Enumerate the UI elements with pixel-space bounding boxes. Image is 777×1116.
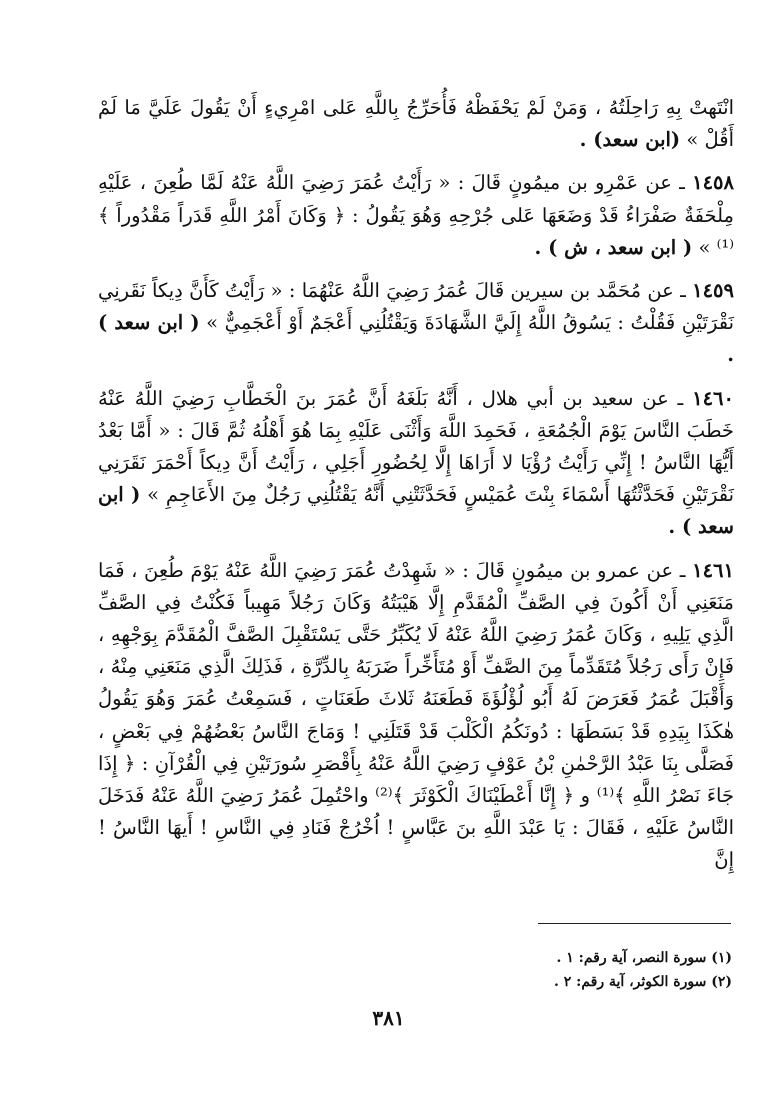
hadith-1459	[98, 275, 734, 372]
page-number: ٣٨١	[372, 1006, 405, 1030]
footnote-2: (٢) سورة الكوثر، آية رقم: ٢ .	[554, 974, 732, 990]
source-citation: ( ابن سعد ، ش ) .	[534, 235, 693, 259]
paragraph-text: ـ عن عَمْرِو بن ميمُونٍ قَالَ : « رَأَيْتُ عُمَرَ رَضِيَ اللَّهُ عَنْهُ لَمَّا طُعِنَ ، عَلَيْهِ مِلْحَفَةٌ صَفْرَاءُ قَدْ وَضَعَهَا عَلى جُرْحِهِ وَهُوَ يَقُولُ : ﴿ وَكَانَ أَمْرُ اللَّهِ قَدَراً مَقْدُوراً ﴾⁽¹⁾ »	[98, 171, 734, 259]
footnote-1: (١) سورة النصر، آية رقم: ١ .	[556, 950, 732, 966]
hadith-number: ١٤٦٠	[692, 386, 734, 410]
footnote-divider	[538, 923, 731, 924]
hadith-number: ١٤٥٩	[692, 279, 735, 303]
paragraph-text: ـ عن عمرو بن ميمُونٍ قَالَ : « شَهِدْتُ عُمَرَ رَضِيَ اللَّهُ عَنْهُ يَوْمَ طُعِنَ ، فَمَا مَنَعَنِي أَنْ أَكُونَ فِي الصَّفِّ الْمُقَدَّمِ إِلَّا هَيْبَتُهُ وَكَانَ رَجُلاً مَهِيباً فَكُنْتُ فِي الصَّفِّ الَّذِي يَلِيهِ ، وَكَانَ عُمَرُ رَضِيَ اللَّهُ عَنْهُ لَا يُكَبِّرُ حَتَّى يَسْتَقْبِلَ الصَّفَّ الْمُقَدَّمَ بِوَجْهِهِ ، فَإِنْ رَأَى رَجُلاً مُتَقَدِّماً مِنَ الصَّفِّ أَوْ مُتَأَخِّراً ضَرَبَهُ بِالدِّرَّةِ ، فَذَلِكَ الَّذِي مَنَعَنِي مِنْهُ ، وَأَقْبَلَ عُمَرُ فَعَرَضَ لَهُ أَبُو لُؤْلُؤَةَ فَطَعَنَهُ ثَلاثَ طَعَنَاتٍ ، فَسَمِعْتُ عُمَرَ وَهُوَ يَقُولُ هٰكَذَا بِيَدِهِ قَدْ بَسَطَهَا : دُونَكُمُ الْكَلْبَ قَدْ قَتَلَنِي ! وَمَاجَ النَّاسُ بَعْضُهُمْ فِي بَعْضٍ ، فَصَلَّى بِنَا عَبْدُ الرَّحْمٰنِ بْنُ عَوْفٍ رَضِيَ اللَّهُ عَنْهُ بِأَقْصَرِ سُورَتَيْنِ فِي الْقُرْآنِ : ﴿ إِذَا جَاءَ نَصْرُ اللَّهِ ﴾⁽¹⁾ و ﴿ إِنَّا أَعْطَيْنَاكَ الْكَوْثَرَ ﴾⁽²⁾ واحْتُمِلَ عُمَرُ رَضِيَ اللَّهُ عَنْهُ فَدَخَلَ النَّاسُ عَلَيْهِ ، فَقَالَ : يَا عَبْدَ اللَّهِ بنَ عَبَّاسٍ ! اُخْرُجْ فَنَادِ فِي النَّاسِ ! أَيهَا النَّاسُ ! إِنَّ	[98, 558, 734, 872]
source-citation: ( ابن سعد ) .	[98, 483, 734, 539]
paragraph-text: انْتَهتْ بِهِ رَاحِلَتُهُ ، وَمَنْ لَمْ يَحْفَظْهُ فَأُحَرِّجُ بِاللَّهِ عَلى امْرِيءٍ أَنْ يَقُولَ عَلَيَّ مَا لَمْ أَقُلْ »	[98, 96, 734, 152]
source-citation: ( ابن سعد ) .	[98, 311, 734, 367]
hadith-1461	[98, 555, 734, 877]
paragraph-text: ـ عن سعيد بن أبي هلال ، أَنَّهُ بَلَغَهُ أَنَّ عُمَرَ بنَ الْخَطَّابِ رَضِيَ اللَّهُ عَنْهُ خَطَبَ النَّاسَ يَوْمَ الْجُمُعَةِ ، فَحَمِدَ اللَّهَ وَأَثْنَى عَلَيْهِ بِمَا هُوَ أَهْلُهُ ثُمَّ قَالَ : « أَمَّا بَعْدُ أَيُّهَا النَّاسُ ! إِنِّي رَأَيْتُ رُؤْيَا لا أَرَاهَا إِلَّا لِحُضُورِ أَجَلِي ، رَأَيْتُ أَنَّ دِيكاً أَحْمَرَ نَقَرَنِي نَقْرَتَيْنِ فَحَدَّثْتُهَا أَسْمَاءَ بِنْتَ عُمَيْسٍ فَحَدَّثَتْنِي أَنَّهُ يَقْتُلُنِي رَجُلٌ مِنَ الأَعَاجِمِ »	[98, 386, 735, 507]
paragraph-continuation	[98, 92, 734, 156]
hadith-1458	[98, 167, 734, 264]
hadith-number: ١٤٥٨	[692, 171, 734, 195]
hadith-1460	[98, 383, 734, 544]
hadith-number: ١٤٦١	[692, 558, 735, 582]
main-text	[98, 92, 734, 888]
paragraph-text: ـ عن مُحَمَّد بن سيرين قَالَ عُمَرُ رَضِيَ اللَّهُ عَنْهُمَا : « رَأَيْتُ كَأَنَّ دِيكاً نَقَرنِي نَقْرَتَيْنِ فَقُلْتُ : يَسُوقُ اللَّهُ إِلَيَّ الشَّهَادَةَ وَيَقْتُلُنِي أَعْجَمٌ أَوْ أَعْجَمِيٌّ »	[98, 279, 734, 335]
source-citation: (ابن سعد) .	[579, 128, 681, 152]
footnotes	[400, 946, 732, 994]
